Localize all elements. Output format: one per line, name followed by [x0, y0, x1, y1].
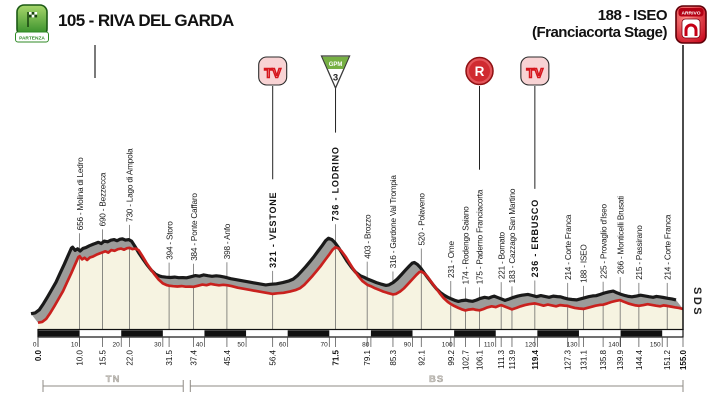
- waypoint-label: 215 - Passirano: [635, 225, 645, 280]
- km-distance-value: 15.5: [98, 350, 108, 366]
- km-distance-value: 113.9: [508, 350, 517, 370]
- waypoint-label: 730 - Lago di Ampola: [125, 148, 135, 222]
- waypoint-label: 225 - Provaglio d'Iseo: [599, 204, 609, 279]
- km-distance-value: 99.2: [446, 350, 456, 366]
- km-distance-value: 127.3: [563, 350, 573, 371]
- km-tick-label: 0: [32, 341, 37, 349]
- km-distance-value: 10.0: [75, 350, 85, 366]
- waypoint-label: 214 - Corte Franca: [663, 214, 673, 280]
- finish-banner-label: SDS: [691, 287, 703, 318]
- flag-square: [32, 12, 35, 15]
- flag-square: [34, 12, 37, 15]
- flag-square: [32, 15, 35, 18]
- waypoint-label: 214 - Corte Franca: [563, 214, 573, 280]
- km-distance-value: 135.8: [599, 350, 609, 371]
- km-tick-label: 110: [483, 341, 495, 349]
- km-axis-bar-segment: [288, 330, 330, 336]
- waypoint-label: 394 - Storo: [165, 221, 175, 260]
- km-distance-value: 144.4: [634, 350, 644, 371]
- km-axis-bar-segment: [537, 330, 579, 336]
- km-distance-value: 151.2: [663, 350, 673, 371]
- km-axis-bar-segment: [371, 330, 413, 336]
- waypoint-label: 231 - Ome: [447, 241, 456, 278]
- km-tick-label: 20: [112, 341, 120, 349]
- start-location-title: 105 - RIVA DEL GARDA: [58, 11, 234, 30]
- feed-marker-label: R: [474, 64, 485, 79]
- km-tick-label: 70: [320, 341, 328, 349]
- waypoint-label: 316 - Gardone Val Trompia: [389, 175, 399, 269]
- waypoint-label: 236 - ERBUSCO: [530, 198, 541, 278]
- waypoint-label: 174 - Rodengo Saiano: [461, 206, 471, 285]
- arrivo-badge-label: ARRIVO: [681, 11, 701, 17]
- waypoint-label: 175 - Paderno Franciacorta: [475, 189, 485, 285]
- km-distance-value: 71.5: [331, 350, 341, 366]
- waypoint-label: 520 - Polaveno: [417, 193, 427, 246]
- km-distance-value: 92.1: [417, 350, 427, 366]
- km-axis-bar-segment: [121, 330, 163, 336]
- waypoint-label: 690 - Bezzecca: [98, 172, 108, 227]
- km-distance-value: 45.4: [222, 350, 232, 366]
- waypoint-label: 656 - Molina di Ledro: [75, 157, 85, 231]
- km-tick-label: 120: [524, 341, 536, 349]
- km-axis-bar-segment: [38, 330, 80, 336]
- km-tick-label: 60: [278, 341, 287, 349]
- km-distance-value: 85.3: [389, 350, 398, 366]
- waypoint-label: 221 - Bornato: [497, 232, 507, 280]
- waypoint-label: 188 - ISEO: [579, 244, 589, 283]
- province-label: TN: [105, 374, 121, 385]
- finish-titles: [532, 8, 667, 42]
- km-tick-label: 50: [237, 341, 245, 349]
- waypoint-label: 398 - Anfo: [223, 223, 233, 260]
- km-distance-value: 0.0: [34, 350, 43, 362]
- flag-square: [34, 15, 37, 18]
- km-distance-value: 131.1: [579, 350, 589, 371]
- waypoint-label: 736 - LODRINO: [330, 146, 341, 222]
- km-tick-label: 80: [362, 341, 370, 349]
- km-tick-label: 130: [566, 341, 578, 349]
- flag-square: [29, 15, 32, 18]
- km-distance-value: 22.0: [125, 350, 135, 366]
- km-tick-label: 10: [70, 341, 79, 349]
- waypoint-label: 183 - Cazzago San Martino: [508, 188, 518, 284]
- waypoint-label: 266 - Monticelli Brusati: [616, 196, 626, 275]
- km-distance-value: 139.9: [616, 350, 626, 371]
- waypoint-label: 403 - Brozzo: [363, 214, 373, 259]
- km-axis-bar-segment: [621, 330, 663, 336]
- flag-square: [29, 12, 32, 15]
- badge-frame: [17, 5, 47, 36]
- km-tick-label: 90: [403, 341, 412, 349]
- stage-start-header: [15, 4, 234, 46]
- km-distance-value: 106.1: [475, 350, 485, 371]
- stage-finish-header: [532, 4, 708, 46]
- km-distance-value: 155.0: [679, 350, 688, 371]
- km-tick-label: 150: [649, 341, 661, 349]
- km-tick-label: 30: [154, 341, 162, 349]
- waypoint-label: 384 - Ponte Caffaro: [189, 193, 199, 261]
- waypoint-label: 321 - VESTONE: [267, 191, 278, 268]
- km-axis-bar-segment: [454, 330, 496, 336]
- km-distance-value: 31.5: [165, 350, 175, 366]
- km-distance-value: 119.4: [530, 350, 540, 370]
- km-distance-value: 111.3: [497, 350, 507, 369]
- km-distance-value: 102.7: [461, 350, 471, 371]
- km-distance-value: 56.4: [268, 350, 278, 366]
- km-tick-label: 40: [195, 341, 203, 349]
- partenza-start-badge-icon: [15, 4, 49, 46]
- climb-category-label: 3: [332, 72, 339, 84]
- km-tick-label: 100: [441, 341, 453, 349]
- sprint-marker-label: TV: [526, 65, 544, 81]
- arrivo-finish-badge-icon: [674, 4, 708, 46]
- province-label: BS: [429, 374, 445, 385]
- climb-marker-label: GPM: [328, 62, 343, 68]
- km-distance-value: 79.1: [363, 350, 373, 366]
- km-axis-bar-segment: [204, 330, 246, 336]
- km-distance-value: 37.4: [189, 350, 199, 366]
- sprint-marker-label: TV: [264, 65, 282, 81]
- finish-location-title: 188 - ISEO: [597, 7, 667, 24]
- partenza-badge-label: PARTENZA: [19, 36, 45, 42]
- km-tick-label: 140: [608, 341, 620, 349]
- finish-stage-subtitle: (Franciacorta Stage): [531, 23, 667, 41]
